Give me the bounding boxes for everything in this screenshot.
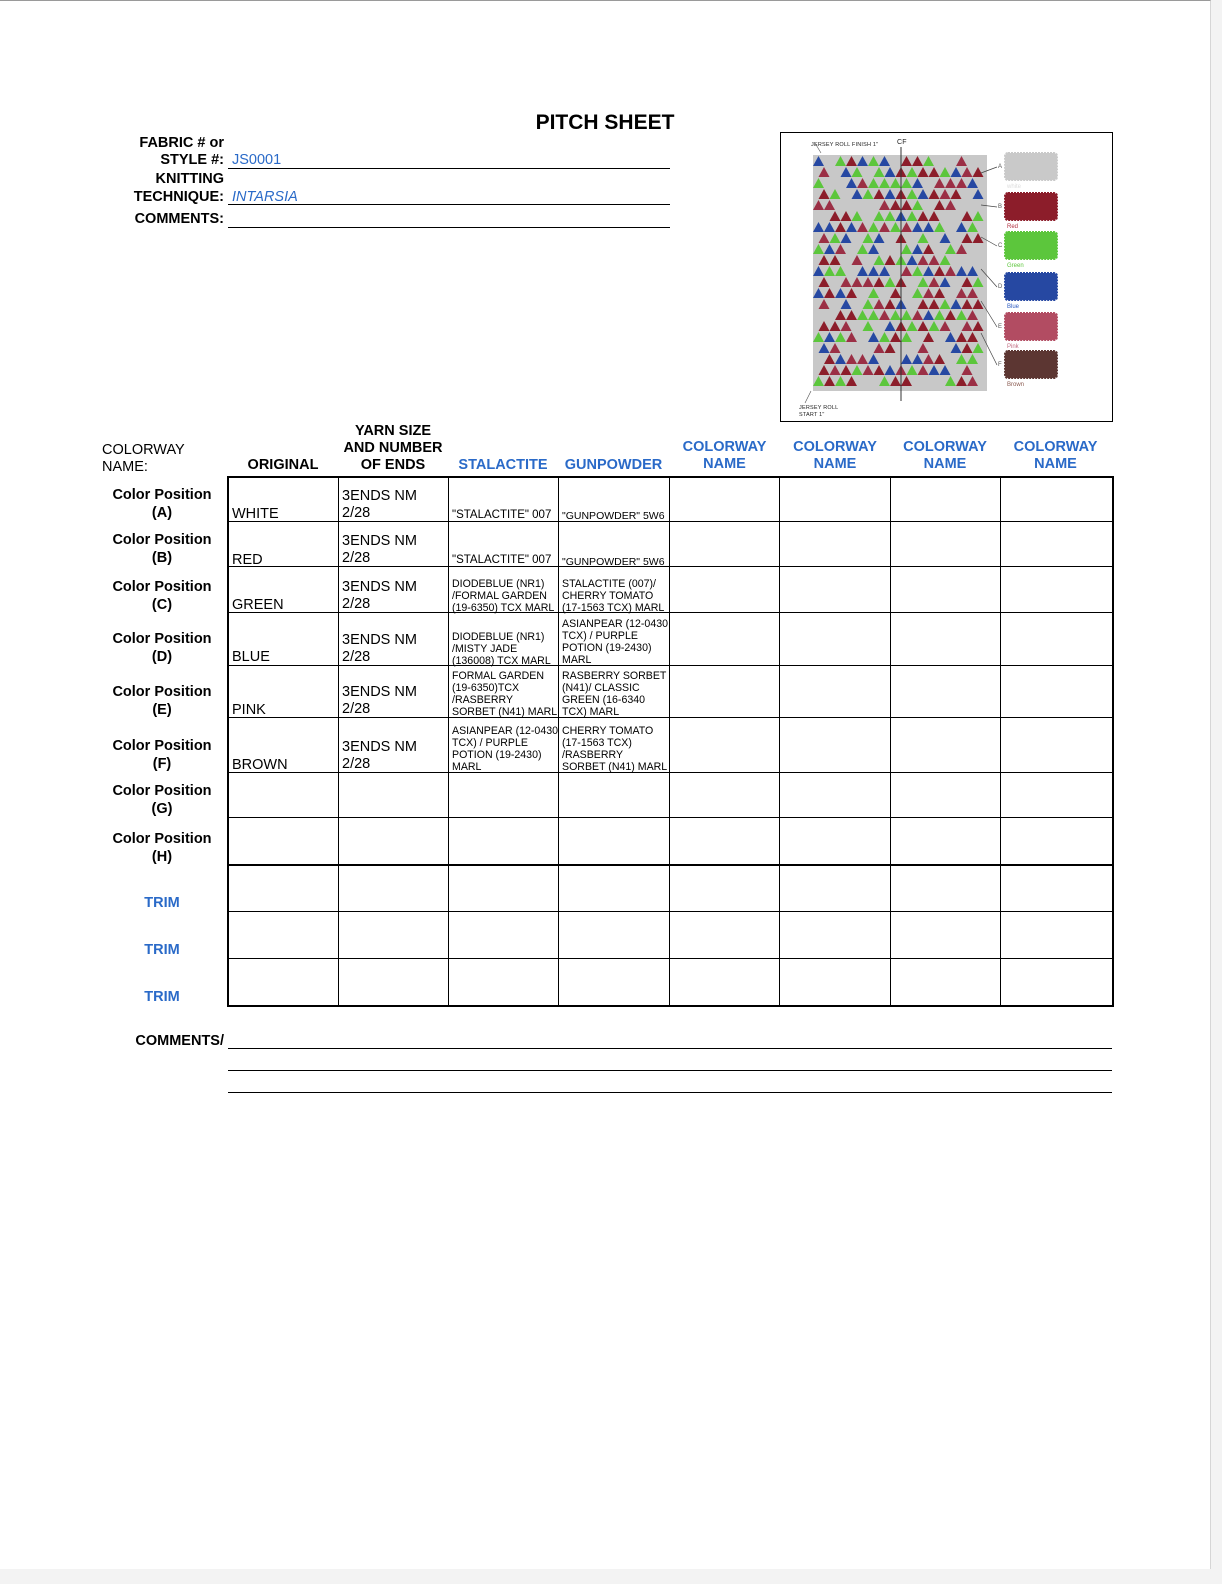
swatch-green xyxy=(1005,232,1057,259)
cell-gunpowder-d[interactable]: ASIANPEAR (12-0430 TCX) / PURPLE POTION (19-2430) MARL xyxy=(562,618,668,666)
header-yarn-size: YARN SIZE AND NUMBER OF ENDS xyxy=(343,423,443,473)
header-colorway-name-1: COLORWAY NAME xyxy=(682,439,767,472)
cell-stalactite-b[interactable]: "STALACTITE" 007 xyxy=(452,554,552,566)
swatch-label: Red xyxy=(1007,224,1019,230)
swatch-label: Brown xyxy=(1007,382,1025,388)
header-colorway-name-3: COLORWAY NAME xyxy=(903,439,987,472)
swatch-letter: B xyxy=(998,204,1003,210)
finish-pointer xyxy=(815,143,821,153)
cell-gunpowder-c[interactable]: STALACTITE (007)/ CHERRY TOMATO (17-1563 TCX) MARL xyxy=(562,578,665,614)
footer-comments-label: COMMENTS/ xyxy=(135,1033,224,1049)
cell-original-b[interactable]: RED xyxy=(232,552,263,568)
swatch-label: white xyxy=(1007,184,1022,190)
header-original: ORIGINAL xyxy=(247,457,319,473)
swatch-letter: F xyxy=(998,362,1002,368)
cell-stalactite-f[interactable]: ASIANPEAR (12-0430 TCX) / PURPLE POTION (19-2430) MARL xyxy=(452,725,558,773)
header-colorway-name-2: COLORWAY NAME xyxy=(793,439,877,472)
swatch-letter: C xyxy=(998,243,1003,249)
page-title: PITCH SHEET xyxy=(535,111,675,134)
cell-original-a[interactable]: WHITE xyxy=(232,506,279,522)
intarsia-artwork xyxy=(780,132,1113,422)
row-label-h: Color Position (H) xyxy=(112,831,212,865)
cf-label: CF xyxy=(897,139,907,146)
trim-label-2: TRIM xyxy=(144,942,180,958)
comments-field-line[interactable] xyxy=(228,227,670,228)
row-label-b: Color Position (B) xyxy=(112,532,212,566)
row-label-d: Color Position (D) xyxy=(112,631,212,665)
footer-comments-line-1[interactable] xyxy=(228,1048,1112,1049)
row-label-e: Color Position (E) xyxy=(112,684,212,718)
swatch-red xyxy=(1005,193,1057,220)
intarsia-pattern-graphic xyxy=(781,133,1112,421)
cell-original-d[interactable]: BLUE xyxy=(232,649,270,665)
header-gunpowder: GUNPOWDER xyxy=(564,457,663,473)
colorway-name-label: COLORWAY NAME: xyxy=(102,442,185,475)
row-label-c: Color Position (C) xyxy=(112,579,212,613)
cell-yarn-a[interactable]: 3ENDS NM 2/28 xyxy=(342,488,417,521)
cell-yarn-d[interactable]: 3ENDS NM 2/28 xyxy=(342,632,417,665)
table-frame-trim xyxy=(227,864,1114,1007)
style-label: STYLE #: xyxy=(160,152,224,168)
cell-yarn-b[interactable]: 3ENDS NM 2/28 xyxy=(342,533,417,566)
style-field-line xyxy=(228,168,670,169)
cell-original-c[interactable]: GREEN xyxy=(232,597,284,613)
row-label-g: Color Position (G) xyxy=(112,783,212,817)
swatch-label: Green xyxy=(1007,263,1024,269)
trim-label-1: TRIM xyxy=(144,895,180,911)
cell-stalactite-a[interactable]: "STALACTITE" 007 xyxy=(452,509,552,521)
footer-comments-line-2[interactable] xyxy=(228,1070,1112,1071)
technique-value[interactable]: INTARSIA xyxy=(232,189,298,205)
cell-gunpowder-b[interactable]: "GUNPOWDER" 5W6 xyxy=(562,556,665,568)
knitting-label: KNITTING xyxy=(155,171,224,187)
swatch-letter: D xyxy=(998,284,1003,290)
row-label-f: Color Position (F) xyxy=(112,738,212,772)
cell-yarn-e[interactable]: 3ENDS NM 2/28 xyxy=(342,684,417,717)
cell-yarn-c[interactable]: 3ENDS NM 2/28 xyxy=(342,579,417,612)
cell-original-e[interactable]: PINK xyxy=(232,702,266,718)
cell-gunpowder-e[interactable]: RASBERRY SORBET (N41)/ CLASSIC GREEN (16-6340 TCX) MARL xyxy=(562,670,667,718)
technique-label: TECHNIQUE: xyxy=(133,189,224,205)
comments-label: COMMENTS: xyxy=(134,211,224,227)
cell-stalactite-d[interactable]: DIODEBLUE (NR1) /MISTY JADE (136008) TCX MARL xyxy=(452,631,551,667)
swatch-label: Pink xyxy=(1007,344,1019,350)
cell-gunpowder-f[interactable]: CHERRY TOMATO (17-1563 TCX) /RASBERRY SORBET (N41) MARL xyxy=(562,725,668,773)
swatch-blue xyxy=(1005,273,1057,300)
jersey-roll-start-label-2: START 1" xyxy=(799,412,825,418)
cell-gunpowder-a[interactable]: "GUNPOWDER" 5W6 xyxy=(562,510,665,522)
header-stalactite: STALACTITE xyxy=(458,457,548,473)
style-value[interactable]: JS0001 xyxy=(232,152,282,168)
fabric-label-1: FABRIC # or xyxy=(139,135,224,151)
header-colorway-name-4: COLORWAY NAME xyxy=(1013,439,1098,472)
technique-field-line xyxy=(228,204,670,205)
start-pointer xyxy=(805,391,811,403)
trim-label-3: TRIM xyxy=(144,989,180,1005)
swatch-letter: E xyxy=(998,324,1003,330)
row-label-a: Color Position (A) xyxy=(112,487,212,521)
swatch-pink xyxy=(1005,313,1057,340)
jersey-roll-start-label-1: JERSEY ROLL xyxy=(799,405,839,411)
cell-yarn-f[interactable]: 3ENDS NM 2/28 xyxy=(342,739,417,772)
swatch-letter: A xyxy=(998,164,1003,170)
swatch-brown xyxy=(1005,351,1057,378)
cell-stalactite-c[interactable]: DIODEBLUE (NR1) /FORMAL GARDEN (19-6350) TCX MARL xyxy=(452,578,555,614)
cell-original-f[interactable]: BROWN xyxy=(232,757,288,773)
swatch-label: Blue xyxy=(1007,304,1020,310)
jersey-roll-finish-label: JERSEY ROLL FINISH 1" xyxy=(811,142,879,148)
cell-stalactite-e[interactable]: FORMAL GARDEN (19-6350)TCX /RASBERRY SORBET (N41) MARL xyxy=(452,670,558,718)
footer-comments-line-3[interactable] xyxy=(228,1092,1112,1093)
swatch-white xyxy=(1005,153,1057,180)
